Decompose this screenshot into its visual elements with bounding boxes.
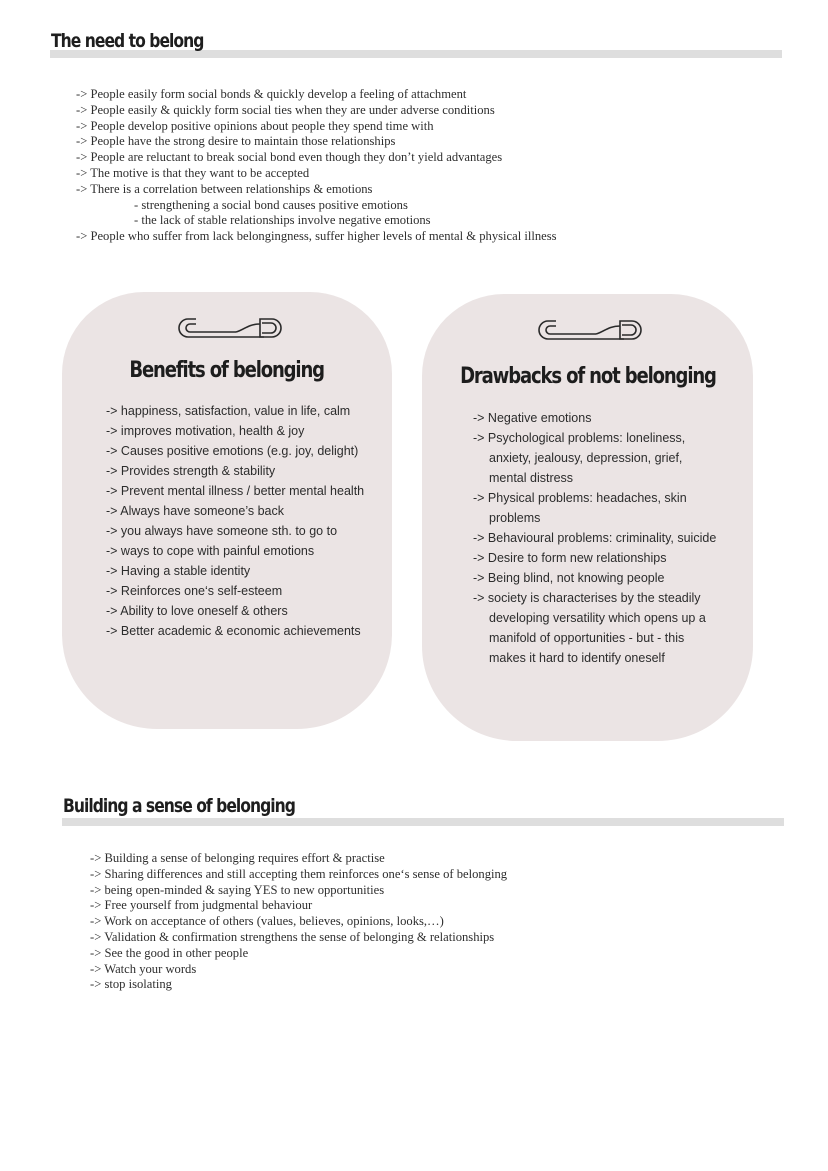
section2-heading-bar (62, 818, 784, 826)
list-item: -> Work on acceptance of others (values, believes, opinions, looks,…) (90, 914, 444, 929)
need-to-belong-list (76, 87, 557, 245)
drawback-item: -> Being blind, not knowing people (473, 571, 665, 585)
benefit-item: -> improves motivation, health & joy (106, 424, 305, 438)
benefit-item: -> Causes positive emotions (e.g. joy, delight) (106, 444, 359, 458)
safety-pin-icon (176, 316, 288, 340)
safety-pin-icon (536, 318, 648, 342)
benefits-list (106, 401, 381, 641)
list-item: -> See the good in other people (90, 945, 249, 960)
benefit-item: -> Provides strength & stability (106, 464, 276, 478)
list-item: -> The motive is that they want to be accepted (76, 165, 310, 180)
sub-list-item: - the lack of stable relationships involve negative emotions (134, 213, 431, 228)
drawbacks-card (422, 294, 753, 741)
list-item: -> People easily form social bonds & quickly develop a feeling of attachment (76, 87, 467, 101)
drawback-item: -> Psychological problems: loneliness, anxiety, jealousy, depression, grief, mental distress (473, 431, 686, 485)
drawback-item: -> Behavioural problems: criminality, suicide (473, 531, 717, 545)
drawback-item: -> Desire to form new relationships (473, 551, 667, 565)
list-item: -> People easily & quickly form social ties when they are under adverse conditions (76, 102, 495, 117)
section1-title: The need to belong (51, 30, 204, 52)
drawback-item: -> society is characterises by the steadily developing versatility which opens up a manifold of opportunities - but - this makes it hard to identify oneself (473, 591, 706, 665)
list-item: -> People are reluctant to break social bond even though they don’t yield advantages (76, 150, 503, 165)
building-belonging-list (90, 851, 507, 993)
list-item: -> There is a correlation between relationships & emotions (76, 181, 373, 196)
benefit-item: -> Reinforces one‘s self-esteem (106, 584, 283, 598)
drawback-item: -> Negative emotions (473, 411, 592, 425)
list-item: -> People develop positive opinions about people they spend time with (76, 118, 434, 133)
list-item: -> Free yourself from judgmental behaviour (90, 898, 313, 913)
drawbacks-list (473, 408, 723, 668)
list-item: -> being open-minded & saying YES to new opportunities (90, 882, 385, 897)
benefits-card (62, 292, 392, 729)
benefit-item: -> Better academic & economic achievements (106, 624, 361, 638)
benefits-title: Benefits of belonging (129, 358, 325, 383)
benefit-item: -> Ability to love oneself & others (106, 604, 288, 618)
benefit-item: -> happiness, satisfaction, value in life, calm (106, 404, 351, 418)
section1-heading (51, 30, 237, 52)
list-item: -> People have the strong desire to maintain those relationships (76, 134, 396, 149)
benefit-item: -> Always have someone’s back (106, 504, 284, 518)
list-item: -> Building a sense of belonging requires effort & practise (90, 851, 385, 865)
section2-heading (63, 795, 346, 817)
section2-title: Building a sense of belonging (63, 795, 295, 817)
benefit-item: -> Prevent mental illness / better mental health (106, 484, 365, 498)
benefit-item: -> Having a stable identity (106, 564, 251, 578)
sub-list-item: - strengthening a social bond causes positive emotions (134, 197, 408, 212)
drawbacks-title: Drawbacks of not belonging (459, 364, 716, 389)
drawback-item: -> Physical problems: headaches, skin problems (473, 491, 687, 525)
list-item: -> Watch your words (90, 961, 197, 976)
benefit-item: -> ways to cope with painful emotions (106, 544, 315, 558)
list-item: -> Sharing differences and still accepting them reinforces one‘s sense of belonging (90, 866, 508, 881)
list-item: -> People who suffer from lack belongingness, suffer higher levels of mental & physical illness (76, 229, 557, 244)
benefit-item: -> you always have someone sth. to go to (106, 524, 338, 538)
list-item: -> Validation & confirmation strengthens the sense of belonging & relationships (90, 929, 495, 944)
list-item: -> stop isolating (90, 977, 172, 992)
